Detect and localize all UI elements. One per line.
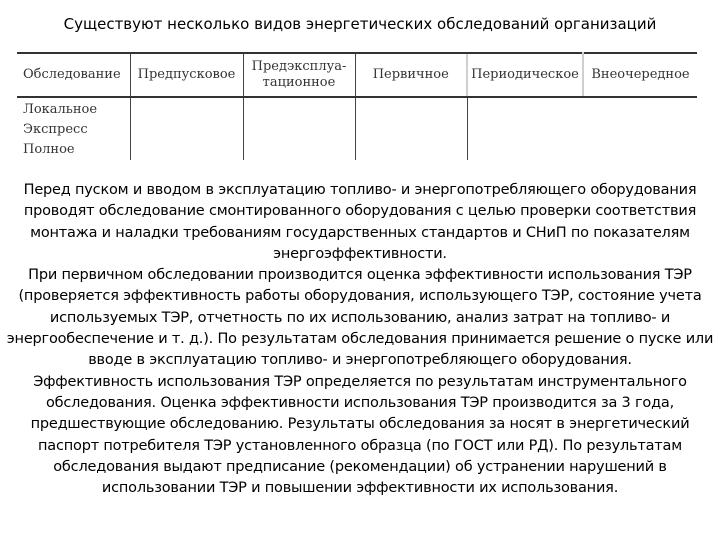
table-header-row	[17, 53, 697, 97]
table-cell-pre-operational	[243, 97, 355, 160]
row-labels-cell	[17, 97, 130, 160]
header-periodic: Периодическое	[467, 53, 583, 97]
row-label-full: Полное	[23, 142, 75, 157]
header-pre-start: Предпусковое	[130, 53, 243, 97]
table-row	[17, 97, 697, 160]
header-primary: Первичное	[355, 53, 467, 97]
header-extraordinary: Внеочередное	[583, 53, 697, 97]
row-label-local: Локальное	[23, 102, 98, 117]
table-cell-primary	[355, 97, 467, 160]
paragraph-pre-start: Перед пуском и вводом в эксплуатацию топливо- и энергопотребляющего оборудования проводят обследование смонтированного оборудования с целью проверки соответствия монтажа и наладки требованиям государственных стандартов и СНиП по показателям энергоэффективности.	[23, 182, 697, 262]
header-pre-operational-label: Предэксплуа- тационное	[251, 59, 347, 90]
table-cell-periodic	[467, 97, 583, 160]
slide-title: Существуют несколько видов энергетических обследований организаций	[63, 15, 657, 33]
header-survey: Обследование	[17, 53, 130, 97]
body-text	[4, 180, 716, 499]
survey-types-table	[17, 52, 697, 160]
header-pre-operational	[243, 53, 355, 97]
paragraph-efficiency: Эффективность использования ТЭР определяется по результатам инструментального обследования. Оценка эффективности использования ТЭР производится за 3 года, предшествующие обследованию. Результаты обследования за носят в энергетический паспорт потребителя ТЭР установленного образца (по ГОСТ или РД). По результатам обследования выдают предписание (рекомендации) об устранении нарушений в использовании ТЭР и повышении эффективности их использования.	[30, 373, 690, 497]
paragraph-primary: При первичном обследовании производится оценка эффективности использования ТЭР (проверяется эффективность работы оборудования, использующего ТЭР, состояние учета используемых ТЭР, отчетность по их использованию, анализ затрат на топливо- и энергообеспечение и т. д.). По результатам обследования принимается решение о пуске или вводе в эксплуатацию топливо- и энергопотребляющего оборудования.	[6, 267, 714, 369]
row-label-express: Экспресс	[23, 122, 88, 137]
table-cell-extraordinary	[583, 97, 697, 160]
table-cell-pre-start	[130, 97, 243, 160]
